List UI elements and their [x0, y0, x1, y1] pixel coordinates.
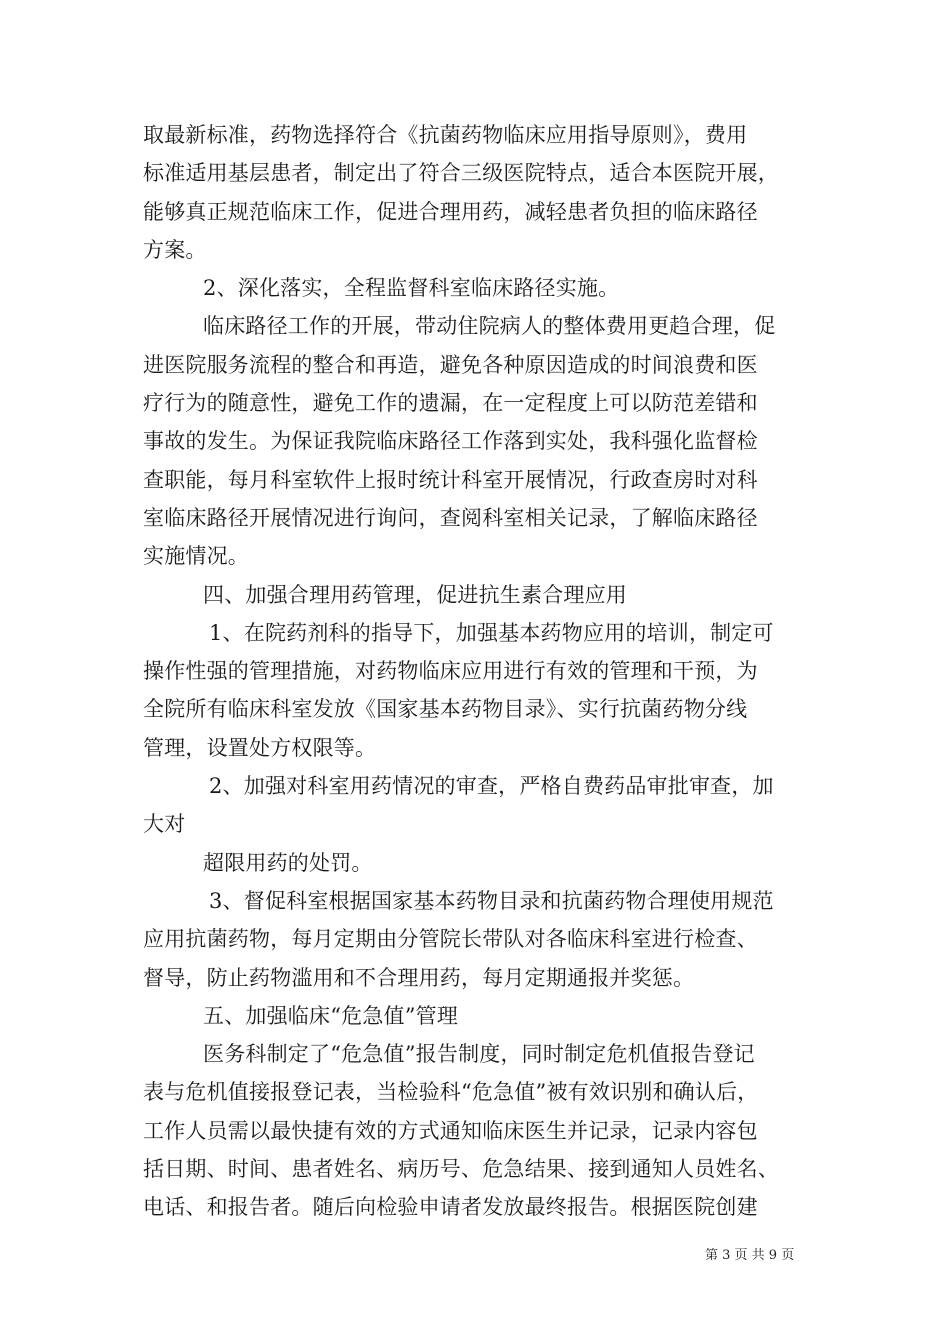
page-number-footer: 第 3 页 共 9 页	[705, 1248, 795, 1263]
text-line: 事故的发生。为保证我院临床路径工作落到实处，我科强化监督检	[143, 429, 758, 454]
text-line: 疗行为的随意性，避免工作的遗漏，在一定程度上可以防范差错和	[143, 391, 758, 416]
text-line: 室临床路径开展情况进行询问，查阅科室相关记录，了解临床路径	[143, 505, 758, 530]
text-line: 3、督促科室根据国家基本药物目录和抗菌药物合理使用规范	[209, 888, 774, 913]
text-line: 操作性强的管理措施，对药物临床应用进行有效的管理和干预，为	[143, 659, 758, 684]
text-line: 四、加强合理用药管理，促进抗生素合理应用	[203, 582, 627, 607]
text-line: 标准适用基层患者，制定出了符合三级医院特点，适合本医院开展，	[143, 161, 779, 186]
text-line: 能够真正规范临床工作，促进合理用药，减轻患者负担的临床路径	[143, 199, 758, 224]
document-body	[143, 116, 815, 1227]
text-line: 督导，防止药物滥用和不合理用药，每月定期通报并奖惩。	[143, 965, 695, 990]
text-line: 五、加强临床“危急值”管理	[203, 1003, 459, 1028]
text-line: 查职能，每月科室软件上报时统计科室开展情况，行政查房时对科	[143, 467, 758, 492]
text-line: 全院所有临床科室发放《国家基本药物目录》、实行抗菌药物分线	[143, 697, 748, 722]
text-line: 医务科制定了“危急值”报告制度，同时制定危机值报告登记	[203, 1042, 755, 1067]
text-line: 2、加强对科室用药情况的审查，严格自费药品审批审查，加	[209, 774, 774, 799]
text-line: 大对	[143, 812, 186, 837]
text-line: 取最新标准，药物选择符合《抗菌药物临床应用指导原则》，费用	[143, 123, 748, 147]
text-line: 管理，设置处方权限等。	[143, 735, 377, 760]
text-line: 表与危机值接报登记表，当检验科“危急值”被有效识别和确认后，	[143, 1080, 759, 1105]
text-line: 方案。	[143, 237, 207, 262]
text-line: 1、在院药剂科的指导下，加强基本药物应用的培训，制定可	[209, 620, 774, 645]
text-line: 超限用药的处罚。	[203, 850, 373, 875]
text-line: 临床路径工作的开展，带动住院病人的整体费用更趋合理，促	[203, 314, 776, 339]
text-line: 2、深化落实，全程监督科室临床路径实施。	[203, 276, 620, 301]
text-line: 括日期、时间、患者姓名、病历号、危急结果、接到通知人员姓名、	[143, 1157, 779, 1182]
text-line: 电话、和报告者。随后向检验申请者发放最终报告。根据医院创建	[143, 1195, 758, 1220]
text-line: 实施情况。	[143, 544, 249, 569]
text-line: 应用抗菌药物，每月定期由分管院长带队对各临床科室进行检查、	[143, 927, 758, 952]
text-line: 进医院服务流程的整合和再造，避免各种原因造成的时间浪费和医	[143, 352, 758, 377]
text-line: 工作人员需以最快捷有效的方式通知临床医生并记录，记录内容包	[143, 1118, 758, 1143]
